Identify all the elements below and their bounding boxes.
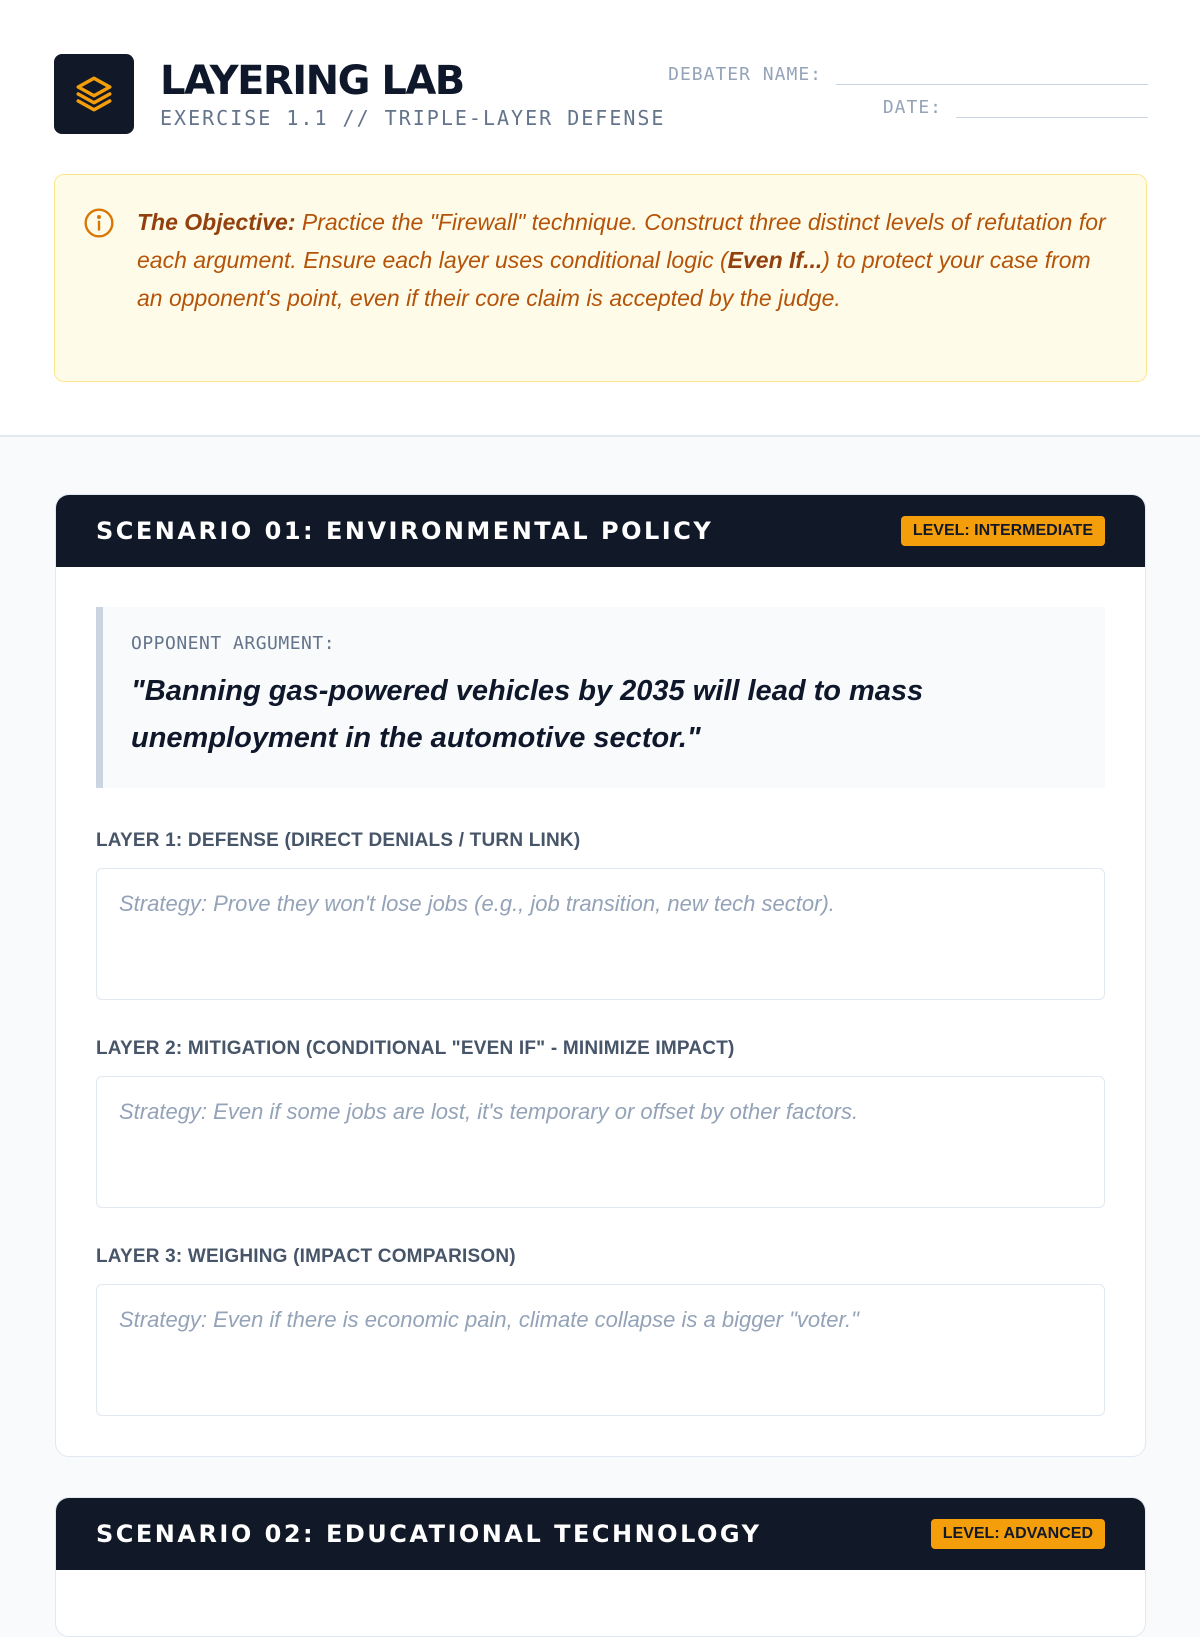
scenario-card bbox=[55, 494, 1146, 1457]
date-field[interactable] bbox=[883, 97, 1148, 118]
objective-lead: The Objective: bbox=[137, 209, 296, 235]
scenario-title: SCENARIO 02: EDUCATIONAL TECHNOLOGY bbox=[96, 1520, 762, 1548]
date-label: DATE: bbox=[882, 97, 942, 118]
scenario-header bbox=[56, 1498, 1145, 1570]
level-badge: LEVEL: INTERMEDIATE bbox=[901, 516, 1105, 546]
debater-name-field[interactable] bbox=[668, 64, 1148, 85]
layers-icon bbox=[73, 73, 115, 115]
layer-3-input[interactable]: Strategy: Even if there is economic pain, climate collapse is a bigger "voter." bbox=[96, 1284, 1105, 1416]
opponent-argument-label: OPPONENT ARGUMENT: bbox=[131, 633, 336, 654]
layer-1-label: LAYER 1: DEFENSE (DIRECT DENIALS / TURN LINK) bbox=[96, 830, 581, 851]
debater-name-line[interactable] bbox=[836, 65, 1148, 85]
opponent-argument-quote: "Banning gas-powered vehicles by 2035 will lead to mass unemployment in the automotive sector." bbox=[131, 675, 924, 754]
info-icon bbox=[83, 207, 115, 239]
scenario-header bbox=[56, 495, 1145, 567]
objective-text-part2: ) to protect your case from an opponent's point, even if their core claim is accepted by the judge. bbox=[137, 247, 1091, 311]
layer-1-input[interactable]: Strategy: Prove they won't lose jobs (e.g., job transition, new tech sector). bbox=[96, 868, 1105, 1000]
level-badge: LEVEL: ADVANCED bbox=[931, 1519, 1105, 1549]
page-header bbox=[0, 0, 1200, 437]
layer-2-label: LAYER 2: MITIGATION (CONDITIONAL "EVEN IF" - MINIMIZE IMPACT) bbox=[96, 1038, 735, 1059]
objective-callout bbox=[54, 174, 1147, 382]
debater-name-label: DEBATER NAME: bbox=[668, 64, 822, 85]
objective-text-part1: Practice the "Firewall" technique. Construct three distinct levels of refutation for each argument. Ensure each layer uses conditional logic ( bbox=[137, 209, 1106, 273]
objective-text bbox=[137, 203, 1106, 317]
layer-3-label: LAYER 3: WEIGHING (IMPACT COMPARISON) bbox=[96, 1246, 516, 1267]
layer-2-input[interactable]: Strategy: Even if some jobs are lost, it's temporary or offset by other factors. bbox=[96, 1076, 1105, 1208]
scenario-card bbox=[55, 1497, 1146, 1637]
page-title: LAYERING LAB bbox=[160, 58, 464, 104]
date-line[interactable] bbox=[956, 98, 1148, 118]
scenario-title: SCENARIO 01: ENVIRONMENTAL POLICY bbox=[96, 517, 714, 545]
logo bbox=[54, 54, 134, 134]
objective-emphasis: Even If... bbox=[727, 247, 823, 273]
opponent-argument bbox=[96, 607, 1105, 788]
page-subtitle: EXERCISE 1.1 // TRIPLE-LAYER DEFENSE bbox=[160, 106, 666, 130]
